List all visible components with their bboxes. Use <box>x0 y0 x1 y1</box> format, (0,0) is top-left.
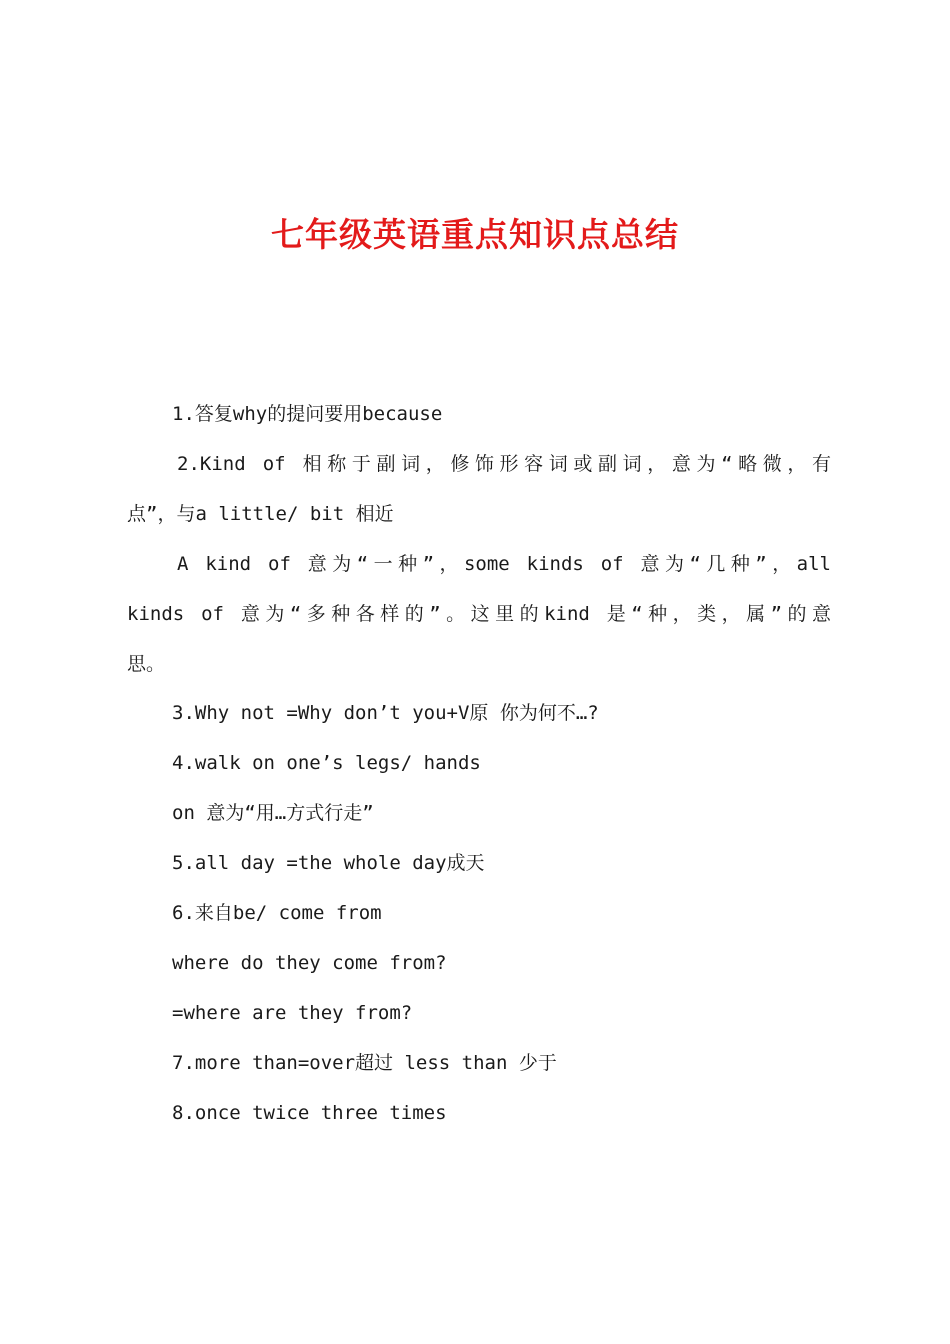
line-11: 7.more than=over超过 less than 少于 <box>172 1051 557 1074</box>
line-3b: kinds of 意为“多种各样的”。这里的kind 是“种，类，属”的意 <box>127 602 831 625</box>
line-1: 1.答复why的提问要用because <box>172 403 443 425</box>
line-2b: 点”，与a little/ bit 相近 <box>127 502 394 525</box>
line-6: on 意为“用…方式行走” <box>172 802 374 825</box>
line-3c: 思。 <box>127 652 166 675</box>
line-9: where do they come from? <box>172 951 447 974</box>
line-8: 6.来自be/ come from <box>172 902 382 925</box>
line-3a: A kind of 意为“一种”，some kinds of 意为“几种”，all <box>177 552 831 575</box>
line-5: 4.walk on one’s legs/ hands <box>172 752 481 775</box>
line-7: 5.all day =the whole day成天 <box>172 852 485 875</box>
line-4: 3.Why not =Why don’t you+V原 你为何不…? <box>172 702 599 725</box>
line-12: 8.once twice three times <box>172 1101 447 1124</box>
document-body <box>127 390 831 1139</box>
line-10: =where are they from? <box>172 1001 413 1024</box>
document-title: 七年级英语重点知识点总结 <box>271 215 679 254</box>
line-2a: 2.Kind of 相称于副词，修饰形容词或副词，意为“略微，有 <box>177 452 831 475</box>
